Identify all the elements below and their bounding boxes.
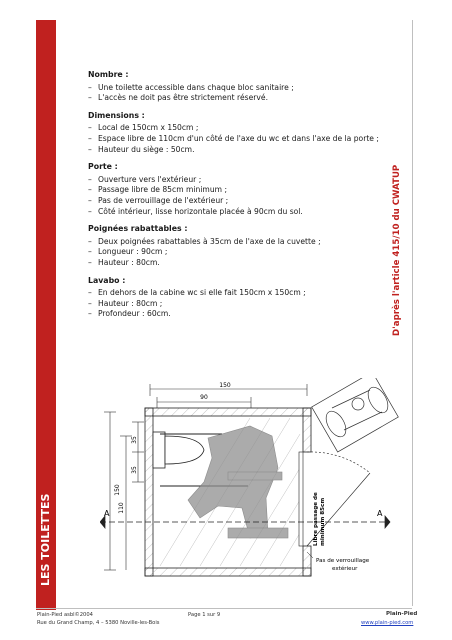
dim-label-35-b: 35 [131, 466, 138, 474]
lock-label-line1: Pas de verrouillage [316, 558, 370, 564]
list-item: – Ouverture vers l'extérieur ; [88, 174, 202, 184]
list-item: – Longueur : 90cm ; [88, 247, 168, 257]
requirements-list [88, 70, 383, 327]
section-poignees [88, 224, 383, 268]
door-swing [299, 452, 370, 546]
footer-page-number: Page 1 sur 9 [188, 612, 221, 618]
dim-label-90: 90 [200, 394, 208, 401]
section-mark-right: A [377, 509, 383, 518]
list-item: – Espace libre de 110cm d'un côté de l'axe du wc et dans l'axe de la porte ; [88, 133, 379, 143]
toilet-floor-plan [100, 378, 400, 583]
list-item: – Côté intérieur, lisse horizontale placée à 90cm du sol. [88, 206, 303, 216]
dim-label-35-a: 35 [131, 436, 138, 444]
dim-label-150-top: 150 [219, 382, 231, 389]
section-lavabo [88, 276, 383, 320]
section-title: Porte : [88, 162, 118, 172]
list-item: – Passage libre de 85cm minimum ; [88, 185, 228, 195]
footer-address: Rue du Grand Champ, 4 – 5380 Noville-les-Bois [37, 620, 160, 626]
door-passage-label-line2: minimum 85cm [320, 497, 326, 546]
list-item: – L'accès ne doit pas être strictement réservé. [88, 93, 268, 103]
dim-label-110: 110 [118, 502, 125, 514]
section-title: Lavabo : [88, 275, 126, 285]
source-caption: D'après l'article 415/10 du CWATUP [392, 164, 402, 336]
footer-rule [36, 608, 412, 609]
list-item: – Local de 150cm x 150cm ; [88, 123, 199, 133]
section-title: Poignées rabattables : [88, 224, 188, 234]
section-mark-left: A [104, 509, 110, 518]
person-in-wheelchair-icon [312, 378, 399, 452]
section-nombre [88, 70, 383, 104]
sidebar-title [36, 566, 56, 590]
footer-org: Plain-Pied asbl©2004 [37, 612, 93, 618]
footer-website-link[interactable]: www.plain-pied.com [361, 620, 414, 626]
list-item: – Pas de verrouillage de l'extérieur ; [88, 195, 229, 205]
section-dimensions [88, 111, 383, 155]
lock-label-line2: extérieur [332, 566, 358, 572]
wheelchair-transfer-figure [188, 426, 288, 538]
left-dimensions [104, 412, 144, 570]
list-item: – Une toilette accessible dans chaque bloc sanitaire ; [88, 82, 294, 92]
list-item: – Hauteur : 80cm ; [88, 298, 163, 308]
list-item: – Deux poignées rabattables à 35cm de l'axe de la cuvette ; [88, 236, 321, 246]
right-margin-rule [412, 20, 413, 606]
section-title: Nombre : [88, 70, 129, 79]
list-item: – Profondeur : 60cm. [88, 309, 171, 319]
door-passage-label-line1: Libre passage de [313, 492, 319, 546]
wc-bowl [153, 432, 204, 468]
section-porte [88, 162, 383, 217]
list-item: – En dehors de la cabine wc si elle fait 150cm x 150cm ; [88, 288, 306, 298]
list-item: – Hauteur : 80cm. [88, 257, 160, 267]
plain-pied-logo: Plain-Pied [386, 611, 418, 617]
dim-label-150-left: 150 [114, 484, 121, 496]
section-title: Dimensions : [88, 110, 145, 120]
list-item: – Hauteur du siège : 50cm. [88, 144, 195, 154]
